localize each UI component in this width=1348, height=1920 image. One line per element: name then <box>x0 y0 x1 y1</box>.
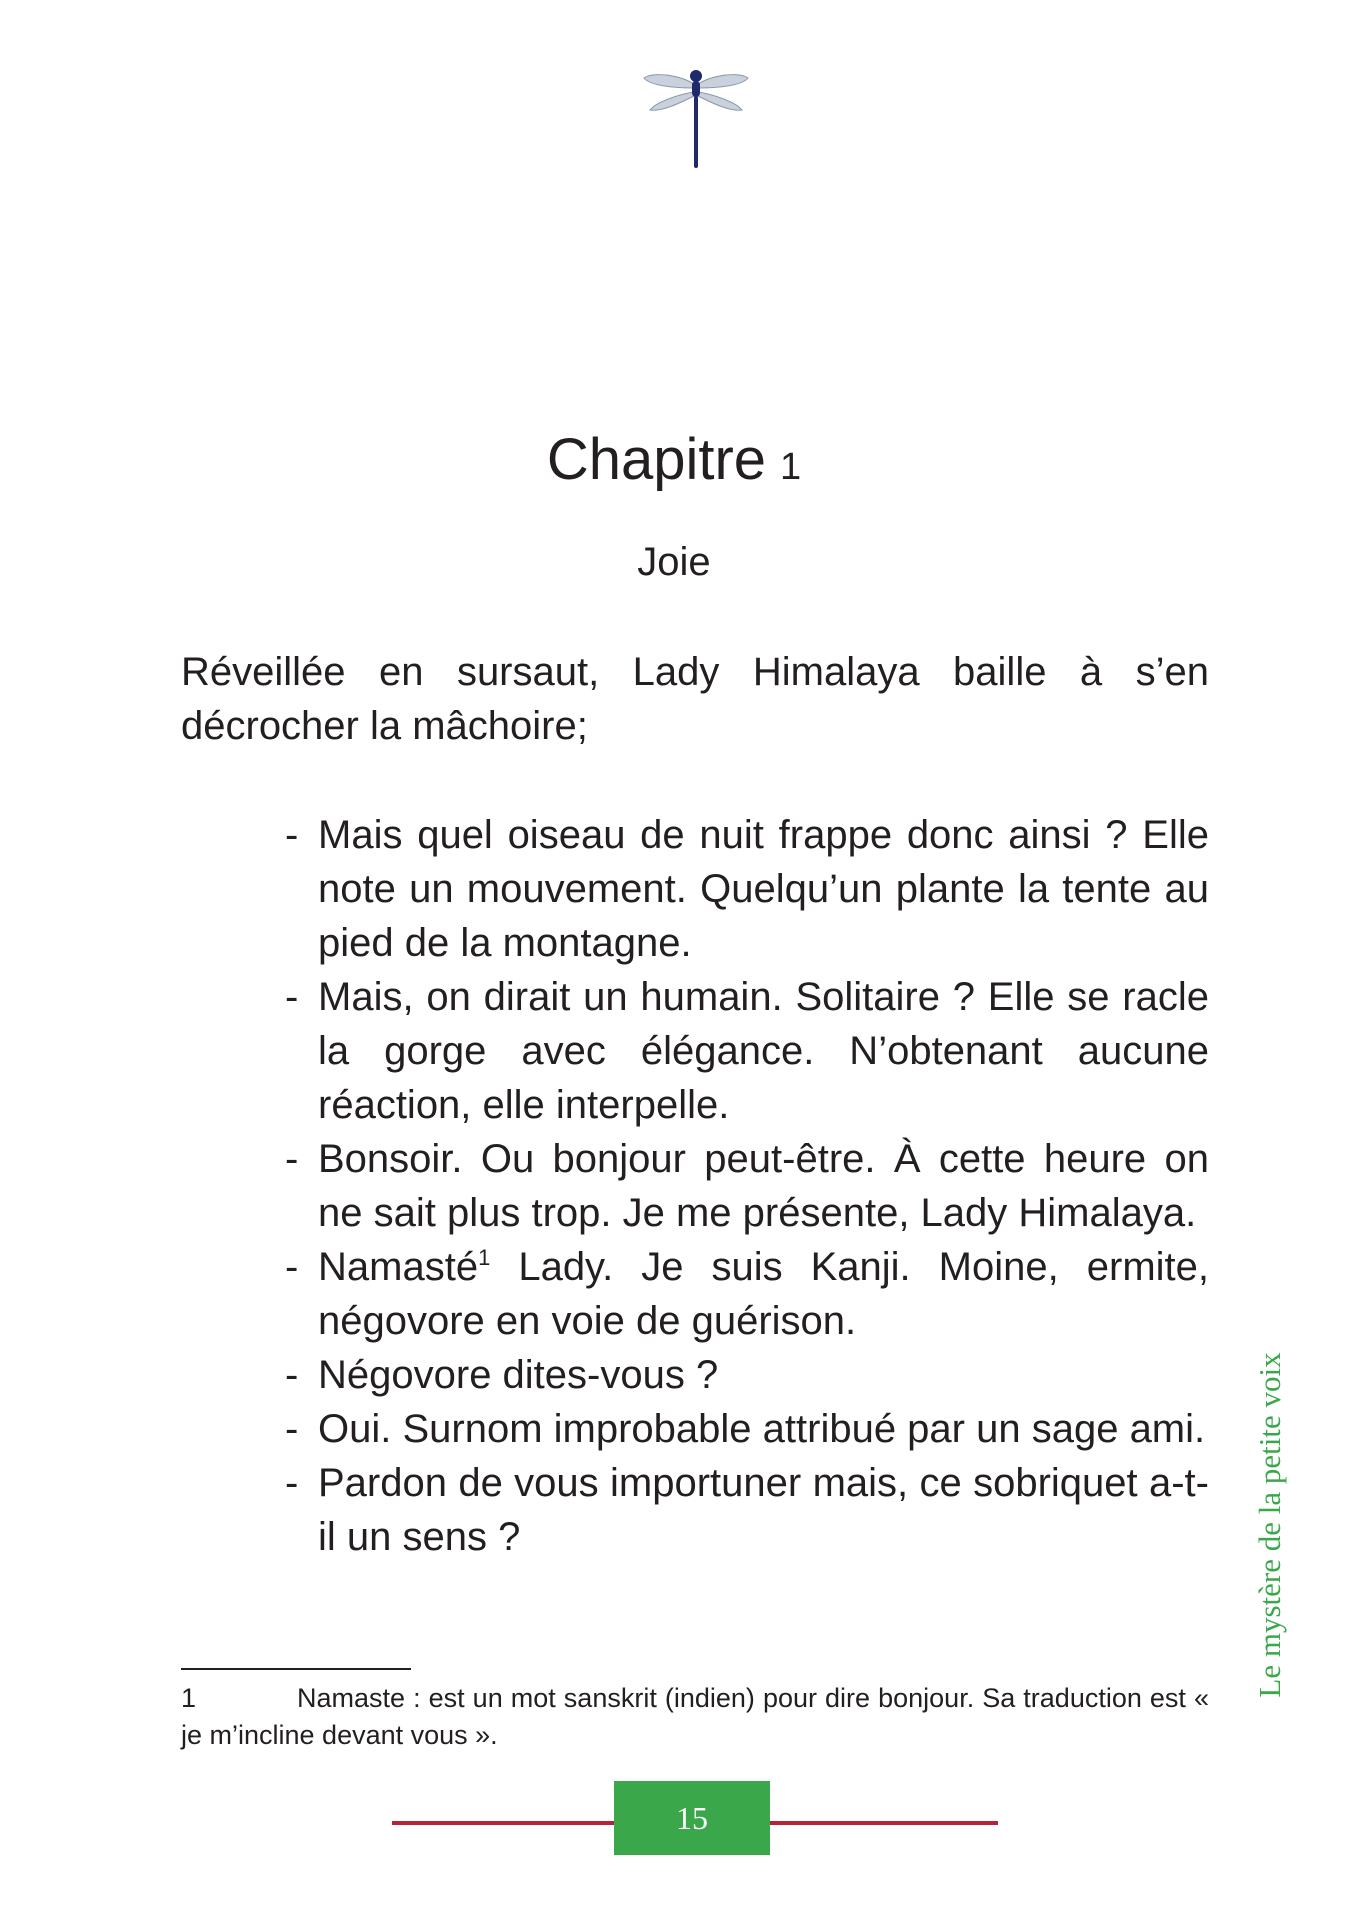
dialogue-text: Bonsoir. Ou bonjour peut-être. À cette heure on ne sait plus trop. Je me présente, Lady Himalaya. <box>318 1137 1209 1235</box>
footnote <box>181 1680 1209 1754</box>
dialogue-text: Mais quel oiseau de nuit frappe donc ainsi ? Elle note un mouvement. Quelqu’un plante la tente au pied de la montagne. <box>318 813 1209 965</box>
page-number: 15 <box>614 1781 770 1855</box>
folio-rule-left <box>392 1821 648 1825</box>
dialogue-dash: - <box>285 1407 299 1451</box>
footnote-reference[interactable]: 1 <box>478 1245 491 1270</box>
folio-rule-right <box>742 1821 998 1825</box>
chapter-title: Joie <box>637 540 711 584</box>
dialogue-word: Namasté <box>318 1245 479 1289</box>
intro-paragraph: Réveillée en sursaut, Lady Himalaya baille à s’en décrocher la mâchoire; <box>181 650 1209 748</box>
chapter-number: 1 <box>780 446 802 488</box>
dialogue-text: Pardon de vous importuner mais, ce sobriquet a-t-il un sens ? <box>318 1461 1209 1559</box>
dialogue-line <box>280 1402 1209 1456</box>
dialogue-text: Oui. Surnom improbable attribué par un sage ami. <box>318 1407 1206 1451</box>
footnote-text: Namaste : est un mot sanskrit (indien) pour dire bonjour. Sa traduction est « je m’incline devant vous ». <box>181 1683 1209 1750</box>
dialogue-line <box>280 1240 1209 1348</box>
chapter-label: Chapitre <box>546 427 767 492</box>
dialogue-line <box>280 970 1209 1132</box>
dialogue-line <box>280 1348 1209 1402</box>
running-title <box>1250 1310 1290 1740</box>
dialogue-dash: - <box>285 975 299 1019</box>
dialogue-line <box>280 1456 1209 1564</box>
dialogue-line <box>280 808 1209 970</box>
dialogue-list <box>280 808 1209 1564</box>
dragonfly-icon <box>640 62 752 170</box>
dialogue-dash: - <box>285 1461 299 1505</box>
dialogue-text: Lady. Je suis Kanji. Moine, ermite, négovore en voie de guérison. <box>318 1245 1209 1343</box>
chapter-heading <box>0 425 1348 502</box>
dialogue-dash: - <box>285 1353 299 1397</box>
footnote-number: 1 <box>181 1683 197 1713</box>
footnote-divider <box>181 1668 411 1670</box>
running-title-text: Le mystère de la petite voix <box>1252 1352 1287 1698</box>
dialogue-dash: - <box>285 813 299 857</box>
dialogue-dash: - <box>285 1137 299 1181</box>
dialogue-line <box>280 1132 1209 1240</box>
dialogue-dash: - <box>285 1245 299 1289</box>
dialogue-text: Mais, on dirait un humain. Solitaire ? Elle se racle la gorge avec élégance. N’obtenant aucune réaction, elle interpelle. <box>318 975 1209 1127</box>
dialogue-text: Négovore dites-vous ? <box>318 1353 719 1397</box>
